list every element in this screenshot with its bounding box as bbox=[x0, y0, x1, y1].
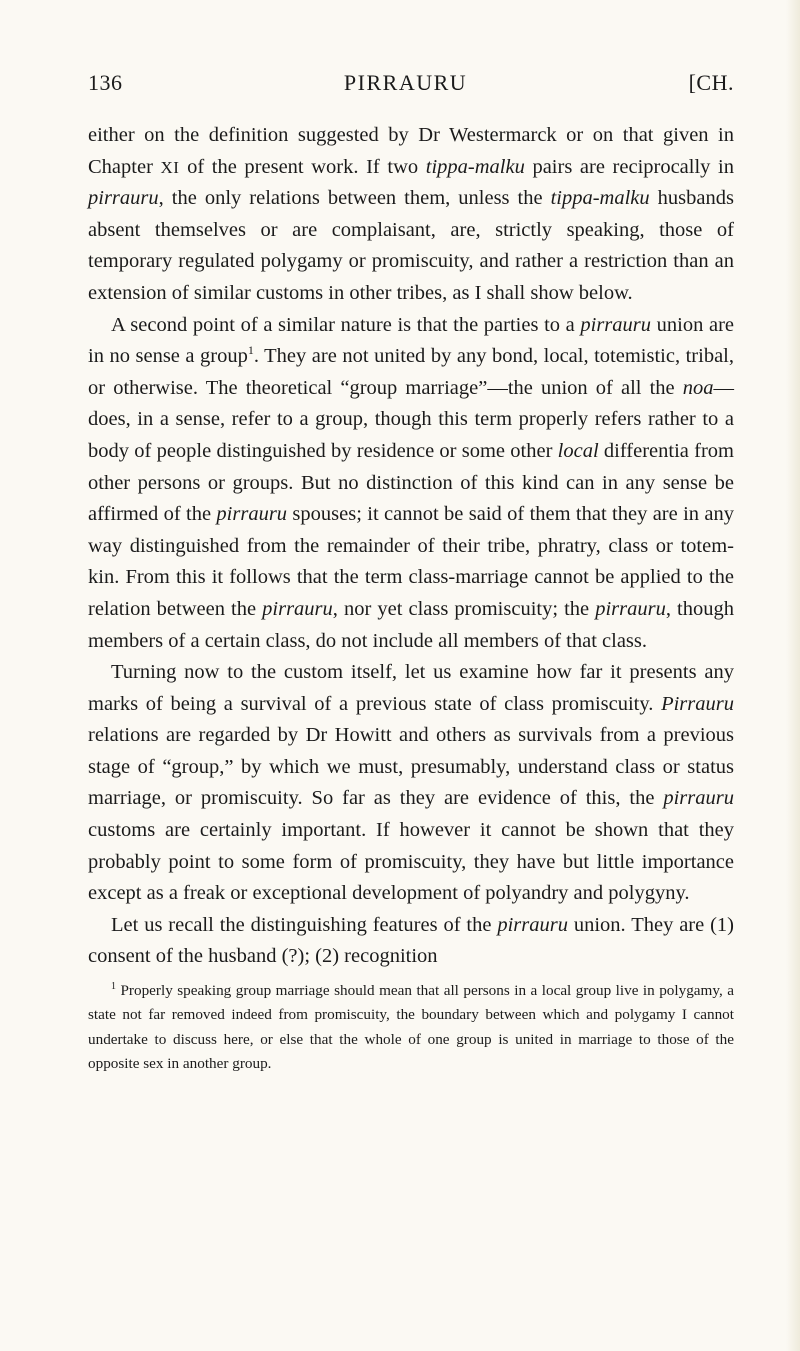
italic-term: pirrauru bbox=[663, 787, 734, 810]
footnote-ref: 1 bbox=[247, 343, 254, 358]
italic-term: Pirrauru bbox=[661, 692, 734, 715]
text-run: either on the definition suggested by Dr Westermarck or on that given in Chapter bbox=[88, 124, 734, 178]
footnote bbox=[88, 979, 734, 1076]
text-run: union are in no sense a group bbox=[88, 313, 734, 368]
italic-term: pirrauru bbox=[580, 313, 652, 336]
italic-term: tippa-malku bbox=[550, 187, 650, 210]
footnote-text: Properly speaking group marriage should mean that all persons in a local group live in polygamy, a state not far removed indeed from promiscuity, the boundary between which and polygamy I cannot undertake to discuss here, or else that the whole of one group is united in marriage to those of the opposite sex in another group. bbox=[88, 982, 734, 1072]
text-run: —does, in a sense, refer to a group, though this term properly refers rather to a body of people distinguished by residence or some other bbox=[88, 376, 734, 462]
text-run: of the present work. If two bbox=[179, 155, 426, 178]
italic-term: pirrauru bbox=[88, 187, 159, 210]
page-edge-shadow bbox=[786, 0, 800, 1351]
italic-term: pirrauru bbox=[216, 503, 288, 526]
paragraph bbox=[88, 120, 734, 310]
body-text bbox=[88, 120, 734, 973]
text-run: union. They are (1) consent of the husband (?); (2) recognition bbox=[88, 913, 735, 968]
italic-term: pirrauru bbox=[595, 597, 666, 620]
italic-term: pirrauru bbox=[262, 597, 333, 620]
footnotes bbox=[88, 979, 734, 1076]
page-number: 136 bbox=[88, 70, 123, 95]
running-title: PIRRAURU bbox=[343, 70, 468, 95]
text-run: husbands absent themselves or are complaisant, are, strictly speaking, those of temporary regulated polygamy or promiscuity, and rather a restriction than an extension of similar customs in other tribes, as I shall show below. bbox=[88, 187, 734, 304]
italic-term: noa bbox=[682, 376, 714, 399]
text-run: customs are certainly important. If however it cannot be shown that they probably point to some form of promiscuity, they have but little importance except as a freak or exceptional development of polyandry and polygyny. bbox=[88, 819, 734, 905]
text-run: , though members of a certain class, do not include all members of that class. bbox=[88, 597, 734, 652]
book-page bbox=[88, 70, 734, 1076]
paragraph bbox=[88, 657, 734, 910]
text-run: , nor yet class promiscuity; the bbox=[332, 597, 596, 620]
text-run: Turning now to the custom itself, let us examine how far it presents any marks of being a survival of a previous state of class promiscuity. bbox=[88, 661, 734, 715]
italic-term: local bbox=[557, 439, 599, 462]
paragraph bbox=[88, 310, 734, 658]
chapter-marker: [CH. bbox=[688, 70, 734, 95]
text-run: pairs are reciprocally in bbox=[524, 155, 734, 178]
text-run: A second point of a similar nature is that the parties to a bbox=[111, 313, 581, 336]
text-run: . They are not united by any bond, local, totemistic, tribal, or otherwise. The theoretical “group marriage”—the union of all the bbox=[88, 345, 734, 399]
text-run: spouses; it cannot be said of them that they are in any way distinguished from the remainder of their tribe, phratry, class or totem-kin. From this it follows that the term class-marriage cannot be applied to the relation between the bbox=[88, 503, 734, 620]
text-run: relations are regarded by Dr Howitt and others as survivals from a previous stage of “group,” by which we must, presumably, understand class or status marriage, or promiscuity. So far as they are evidence of this, the bbox=[88, 724, 734, 810]
italic-term: tippa-malku bbox=[425, 155, 525, 178]
text-run: , the only relations between them, unless the bbox=[158, 187, 551, 210]
running-header bbox=[88, 70, 734, 106]
text-run: XI bbox=[160, 157, 180, 177]
footnote-marker: 1 bbox=[111, 980, 116, 992]
text-run: Let us recall the distinguishing features of the bbox=[111, 913, 498, 936]
text-run: differentia from other persons or groups. But no distinction of this kind can in any sense be affirmed of the bbox=[88, 439, 734, 526]
paragraph bbox=[88, 910, 734, 973]
italic-term: pirrauru bbox=[497, 913, 568, 936]
